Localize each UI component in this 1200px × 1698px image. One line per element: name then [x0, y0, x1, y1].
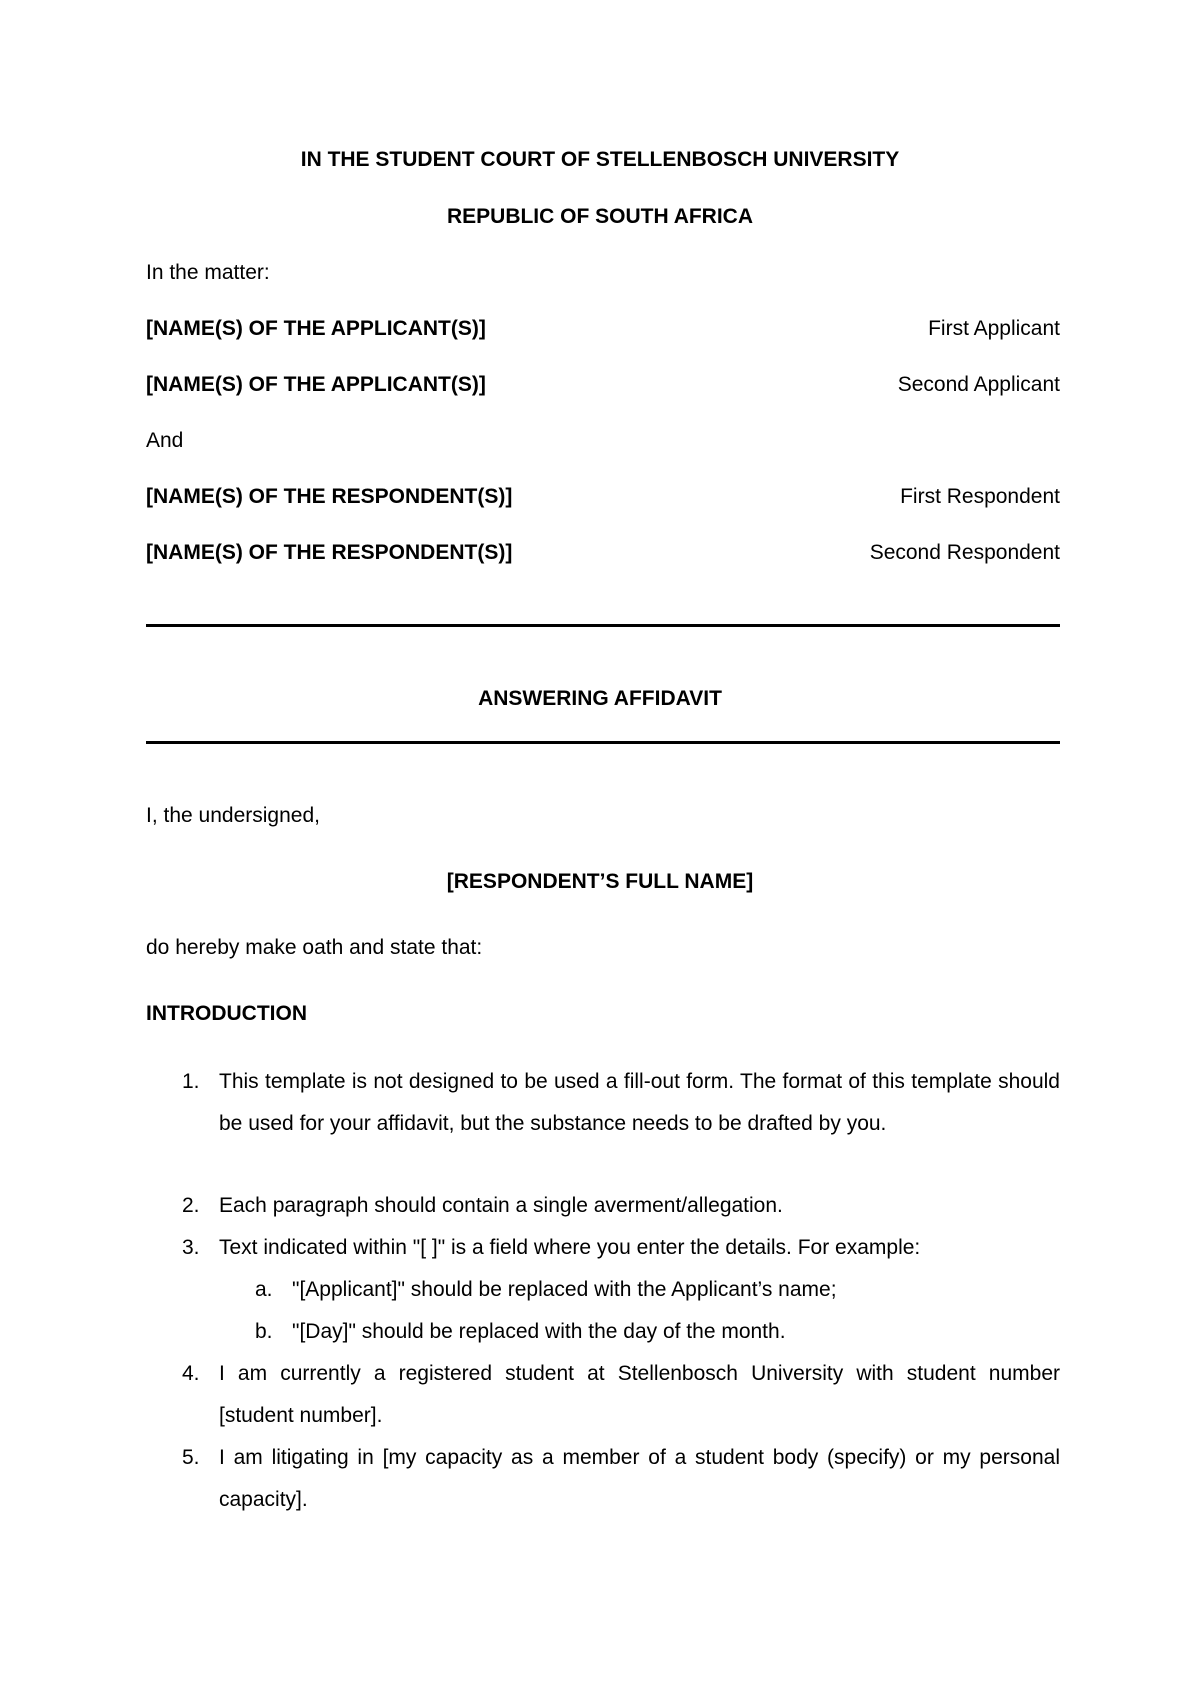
item-text-3: Text indicated within "[ ]" is a field where you enter the details. For example:	[219, 1236, 921, 1259]
title-rule-top	[146, 624, 1060, 627]
respondent-name-1: [NAME(S) OF THE RESPONDENT(S)]	[146, 485, 513, 508]
item-text-4: I am currently a registered student at Stellenbosch University with student number [student number].	[219, 1362, 1060, 1427]
item-number-4: 4.	[182, 1362, 200, 1385]
item-number-3a: a.	[255, 1278, 273, 1301]
respondent-name-2: [NAME(S) OF THE RESPONDENT(S)]	[146, 541, 513, 564]
applicant-name-2: [NAME(S) OF THE APPLICANT(S)]	[146, 373, 486, 396]
applicant-name-1: [NAME(S) OF THE APPLICANT(S)]	[146, 317, 486, 340]
item-number-5: 5.	[182, 1446, 200, 1469]
applicant-role-2: Second Applicant	[897, 373, 1060, 396]
item-text-1: This template is not designed to be used a fill-out form. The format of this template should be used for your affidavit, but the substance needs to be drafted by you.	[219, 1070, 1060, 1135]
respondent-role-1: First Respondent	[900, 485, 1060, 508]
matter-label: In the matter:	[146, 261, 270, 284]
title-rule-bottom	[146, 741, 1060, 744]
item-number-2: 2.	[182, 1194, 200, 1217]
affidavit-title: ANSWERING AFFIDAVIT	[478, 687, 722, 710]
item-number-1: 1.	[182, 1070, 200, 1093]
deponent-intro: I, the undersigned,	[146, 804, 320, 827]
applicant-role-1: First Applicant	[928, 317, 1060, 340]
respondent-role-2: Second Respondent	[869, 541, 1060, 564]
republic-title: REPUBLIC OF SOUTH AFRICA	[446, 205, 754, 228]
introduction-heading: INTRODUCTION	[146, 1002, 307, 1025]
item-text-3b: "[Day]" should be replaced with the day of the month.	[292, 1320, 786, 1343]
respondent-full-name: [RESPONDENT’S FULL NAME]	[446, 870, 754, 893]
item-number-3b: b.	[255, 1320, 273, 1343]
court-title: IN THE STUDENT COURT OF STELLENBOSCH UNIVERSITY	[300, 148, 900, 171]
item-text-3a: "[Applicant]" should be replaced with the Applicant’s name;	[292, 1278, 837, 1301]
and-label: And	[146, 429, 184, 452]
item-text-2: Each paragraph should contain a single averment/allegation.	[219, 1194, 783, 1217]
item-text-5: I am litigating in [my capacity as a member of a student body (specify) or my personal capacity].	[219, 1446, 1060, 1511]
item-number-3: 3.	[182, 1236, 200, 1259]
oath-statement: do hereby make oath and state that:	[146, 936, 483, 959]
